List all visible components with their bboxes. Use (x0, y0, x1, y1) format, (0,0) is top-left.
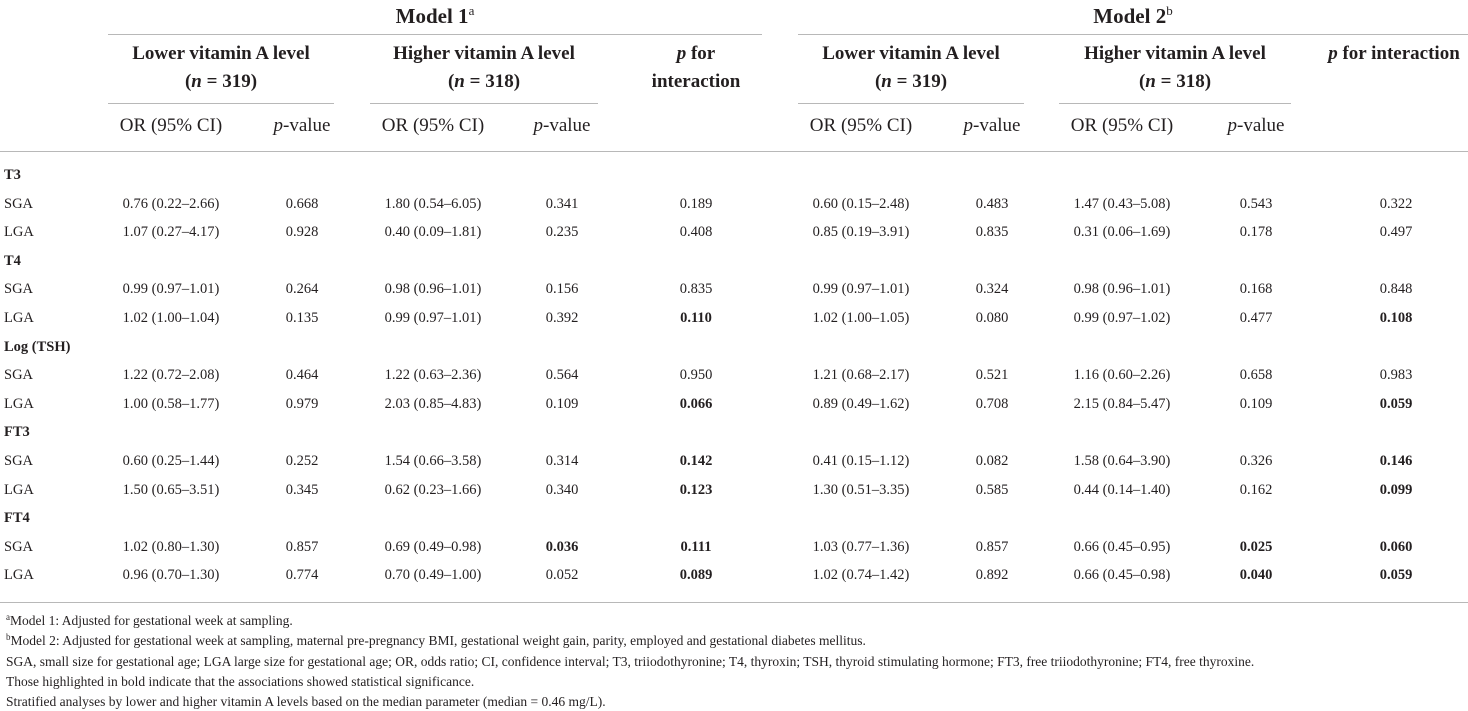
table-cell: 0.543 (1239, 196, 1273, 212)
table-cell: 1.07 (0.27–4.17) (122, 224, 220, 240)
table-cell: 1.02 (0.80–1.30) (122, 539, 220, 555)
table-cell: 1.02 (1.00–1.04) (122, 310, 220, 326)
table-cell: 0.96 (0.70–1.30) (122, 567, 220, 583)
table-cell: 0.168 (1239, 281, 1273, 297)
p-value-header: p-value (1227, 115, 1285, 136)
table-cell: 0.835 (975, 224, 1009, 240)
row-label: LGA (4, 310, 34, 326)
table-cell: 0.340 (545, 482, 579, 498)
row-label: SGA (4, 539, 34, 555)
table-cell: 0.585 (975, 482, 1009, 498)
table-cell: 0.66 (0.45–0.98) (1073, 567, 1171, 583)
table-cell: 0.950 (679, 367, 713, 383)
table-cell: 0.66 (0.45–0.95) (1073, 539, 1171, 555)
table-cell: 0.264 (285, 281, 319, 297)
table-cell: 0.928 (285, 224, 319, 240)
rule-higher-m1 (370, 103, 598, 104)
rule-lower-m1 (108, 103, 334, 104)
or-ci-header: OR (95% CI) (1070, 115, 1174, 136)
table-cell: 0.040 (1239, 567, 1273, 583)
table-cell: 0.564 (545, 367, 579, 383)
or-ci-header: OR (95% CI) (119, 115, 223, 136)
table-cell: 0.85 (0.19–3.91) (812, 224, 910, 240)
p-value-header: p-value (273, 115, 331, 136)
table-cell: 0.497 (1379, 224, 1413, 240)
table-cell: 0.156 (545, 281, 579, 297)
table-cell: 0.98 (0.96–1.01) (384, 281, 482, 297)
table-cell: 1.16 (0.60–2.26) (1073, 367, 1171, 383)
table-cell: 0.892 (975, 567, 1009, 583)
p-interaction-header-m2: p for interaction (1328, 43, 1460, 64)
p-value-header: p-value (963, 115, 1021, 136)
table-cell: 0.99 (0.97–1.01) (384, 310, 482, 326)
section-label: FT4 (4, 510, 30, 526)
rule-lower-m2 (798, 103, 1024, 104)
table-cell: 0.392 (545, 310, 579, 326)
table-cell: 0.066 (679, 396, 713, 412)
table-cell: 0.341 (545, 196, 579, 212)
table-cell: 1.22 (0.72–2.08) (122, 367, 220, 383)
table-cell: 0.146 (1379, 453, 1413, 469)
table-cell: 0.252 (285, 453, 319, 469)
footnote-b: $^b$Model 2: Adjusted for gestational week at sampling, maternal pre-pregnancy BMI, gestational weight gain, parity, employed and gestational diabetes mellitus. (6, 632, 866, 648)
table-cell: 0.668 (285, 196, 319, 212)
table-cell: 0.326 (1239, 453, 1273, 469)
top-rule-model2 (798, 34, 1468, 35)
table-cell: 0.708 (975, 396, 1009, 412)
table-cell: 1.58 (0.64–3.90) (1073, 453, 1171, 469)
table-cell: 0.848 (1379, 281, 1413, 297)
table-cell: 0.31 (0.06–1.69) (1073, 224, 1171, 240)
table-cell: 1.30 (0.51–3.35) (812, 482, 910, 498)
footnote-strat: Stratified analyses by lower and higher vitamin A levels based on the median parameter (median = 0.46 mg/L). (6, 694, 606, 709)
header-bottom-rule (0, 151, 1468, 152)
table-cell: 0.62 (0.23–1.66) (384, 482, 482, 498)
table-cell: 0.483 (975, 196, 1009, 212)
table-cell: 0.235 (545, 224, 579, 240)
table-cell: 0.142 (679, 453, 713, 469)
section-label: FT3 (4, 424, 30, 440)
table-cell: 0.322 (1379, 196, 1413, 212)
table-cell: 0.76 (0.22–2.66) (122, 196, 220, 212)
table-cell: 0.408 (679, 224, 713, 240)
table-cell: 0.99 (0.97–1.01) (122, 281, 220, 297)
table-bottom-rule (0, 602, 1468, 603)
section-label: T4 (4, 253, 21, 269)
section-label: Log (TSH) (4, 339, 71, 355)
table-cell: 1.21 (0.68–2.17) (812, 367, 910, 383)
model1-header: Model 1$^a$ (395, 3, 475, 28)
table-cell: 0.025 (1239, 539, 1273, 555)
table-cell: 0.857 (975, 539, 1009, 555)
table-cell: 0.774 (285, 567, 319, 583)
table-cell: 0.41 (0.15–1.12) (812, 453, 910, 469)
table-cell: 0.162 (1239, 482, 1273, 498)
table-cell: 0.70 (0.49–1.00) (384, 567, 482, 583)
model2-header: Model 2$^b$ (1093, 3, 1173, 28)
table-cell: 2.15 (0.84–5.47) (1073, 396, 1171, 412)
footnote-bold: Those highlighted in bold indicate that the associations showed statistical significance. (6, 674, 475, 689)
row-label: SGA (4, 367, 34, 383)
table-cell: 0.44 (0.14–1.40) (1073, 482, 1171, 498)
table-cell: 2.03 (0.85–4.83) (384, 396, 482, 412)
table-cell: 1.02 (0.74–1.42) (812, 567, 910, 583)
table-cell: 0.036 (545, 539, 579, 555)
table-cell: 0.89 (0.49–1.62) (812, 396, 910, 412)
table-cell: 0.108 (1379, 310, 1413, 326)
table-cell: 1.50 (0.65–3.51) (122, 482, 220, 498)
table-cell: 0.052 (545, 567, 579, 583)
footnote-abbrev: SGA, small size for gestational age; LGA large size for gestational age; OR, odds ratio; CI, confidence interval; T3, triiodothyronine; T4, thyroxin; TSH, thyroid stimulating hormone; FT3, free triiodothyronine; FT4, free thyroxine. (6, 654, 1255, 669)
table-cell: 1.54 (0.66–3.58) (384, 453, 482, 469)
table-cell: 0.089 (679, 567, 713, 583)
table-cell: 0.835 (679, 281, 713, 297)
row-label: SGA (4, 453, 34, 469)
table-cell: 0.60 (0.25–1.44) (122, 453, 220, 469)
table-cell: 0.98 (0.96–1.01) (1073, 281, 1171, 297)
higher-vita-header-m1: Higher vitamin A level (n = 318) (393, 43, 575, 92)
p-value-header: p-value (533, 115, 591, 136)
table-cell: 0.40 (0.09–1.81) (384, 224, 482, 240)
row-label: SGA (4, 196, 34, 212)
higher-vita-header-m2: Higher vitamin A level (n = 318) (1084, 43, 1266, 92)
p-interaction-header-m1: p for interaction (651, 43, 741, 92)
table-cell: 1.22 (0.63–2.36) (384, 367, 482, 383)
table-cell: 0.857 (285, 539, 319, 555)
table-cell: 1.47 (0.43–5.08) (1073, 196, 1171, 212)
table-cell: 0.521 (975, 367, 1009, 383)
table-cell: 0.189 (679, 196, 713, 212)
table-cell: 0.69 (0.49–0.98) (384, 539, 482, 555)
table-cell: 0.178 (1239, 224, 1273, 240)
table-cell: 0.111 (680, 539, 712, 555)
lower-vita-header-m2: Lower vitamin A level (n = 319) (822, 43, 1000, 92)
table-cell: 0.60 (0.15–2.48) (812, 196, 910, 212)
top-rule-model1 (108, 34, 762, 35)
table-cell: 0.060 (1379, 539, 1413, 555)
table-cell: 0.314 (545, 453, 579, 469)
table-cell: 0.110 (680, 310, 712, 326)
table-cell: 1.80 (0.54–6.05) (384, 196, 482, 212)
table-cell: 0.464 (285, 367, 319, 383)
rule-higher-m2 (1059, 103, 1291, 104)
table-cell: 1.00 (0.58–1.77) (122, 396, 220, 412)
table-cell: 0.99 (0.97–1.02) (1073, 310, 1171, 326)
lower-vita-header-m1: Lower vitamin A level (n = 319) (132, 43, 310, 92)
section-label: T3 (4, 167, 21, 183)
table-cell: 0.979 (285, 396, 319, 412)
table-cell: 0.059 (1379, 567, 1413, 583)
row-label: LGA (4, 224, 34, 240)
row-label: SGA (4, 281, 34, 297)
table-cell: 0.658 (1239, 367, 1273, 383)
table-cell: 0.983 (1379, 367, 1413, 383)
table-cell: 0.135 (285, 310, 319, 326)
table-cell: 0.99 (0.97–1.01) (812, 281, 910, 297)
table-cell: 0.059 (1379, 396, 1413, 412)
row-label: LGA (4, 567, 34, 583)
table-cell: 0.080 (975, 310, 1009, 326)
table-cell: 0.109 (1239, 396, 1273, 412)
table-cell: 0.109 (545, 396, 579, 412)
row-label: LGA (4, 396, 34, 412)
table-cell: 1.03 (0.77–1.36) (812, 539, 910, 555)
or-ci-header: OR (95% CI) (381, 115, 485, 136)
row-label: LGA (4, 482, 34, 498)
or-ci-header: OR (95% CI) (809, 115, 913, 136)
table-cell: 0.324 (975, 281, 1009, 297)
table-cell: 0.099 (1379, 482, 1413, 498)
table-cell: 0.477 (1239, 310, 1273, 326)
table-cell: 1.02 (1.00–1.05) (812, 310, 910, 326)
table-cell: 0.345 (285, 482, 319, 498)
table-cell: 0.082 (975, 453, 1009, 469)
footnote-a: $^a$Model 1: Adjusted for gestational week at sampling. (6, 612, 293, 628)
table-cell: 0.123 (679, 482, 713, 498)
